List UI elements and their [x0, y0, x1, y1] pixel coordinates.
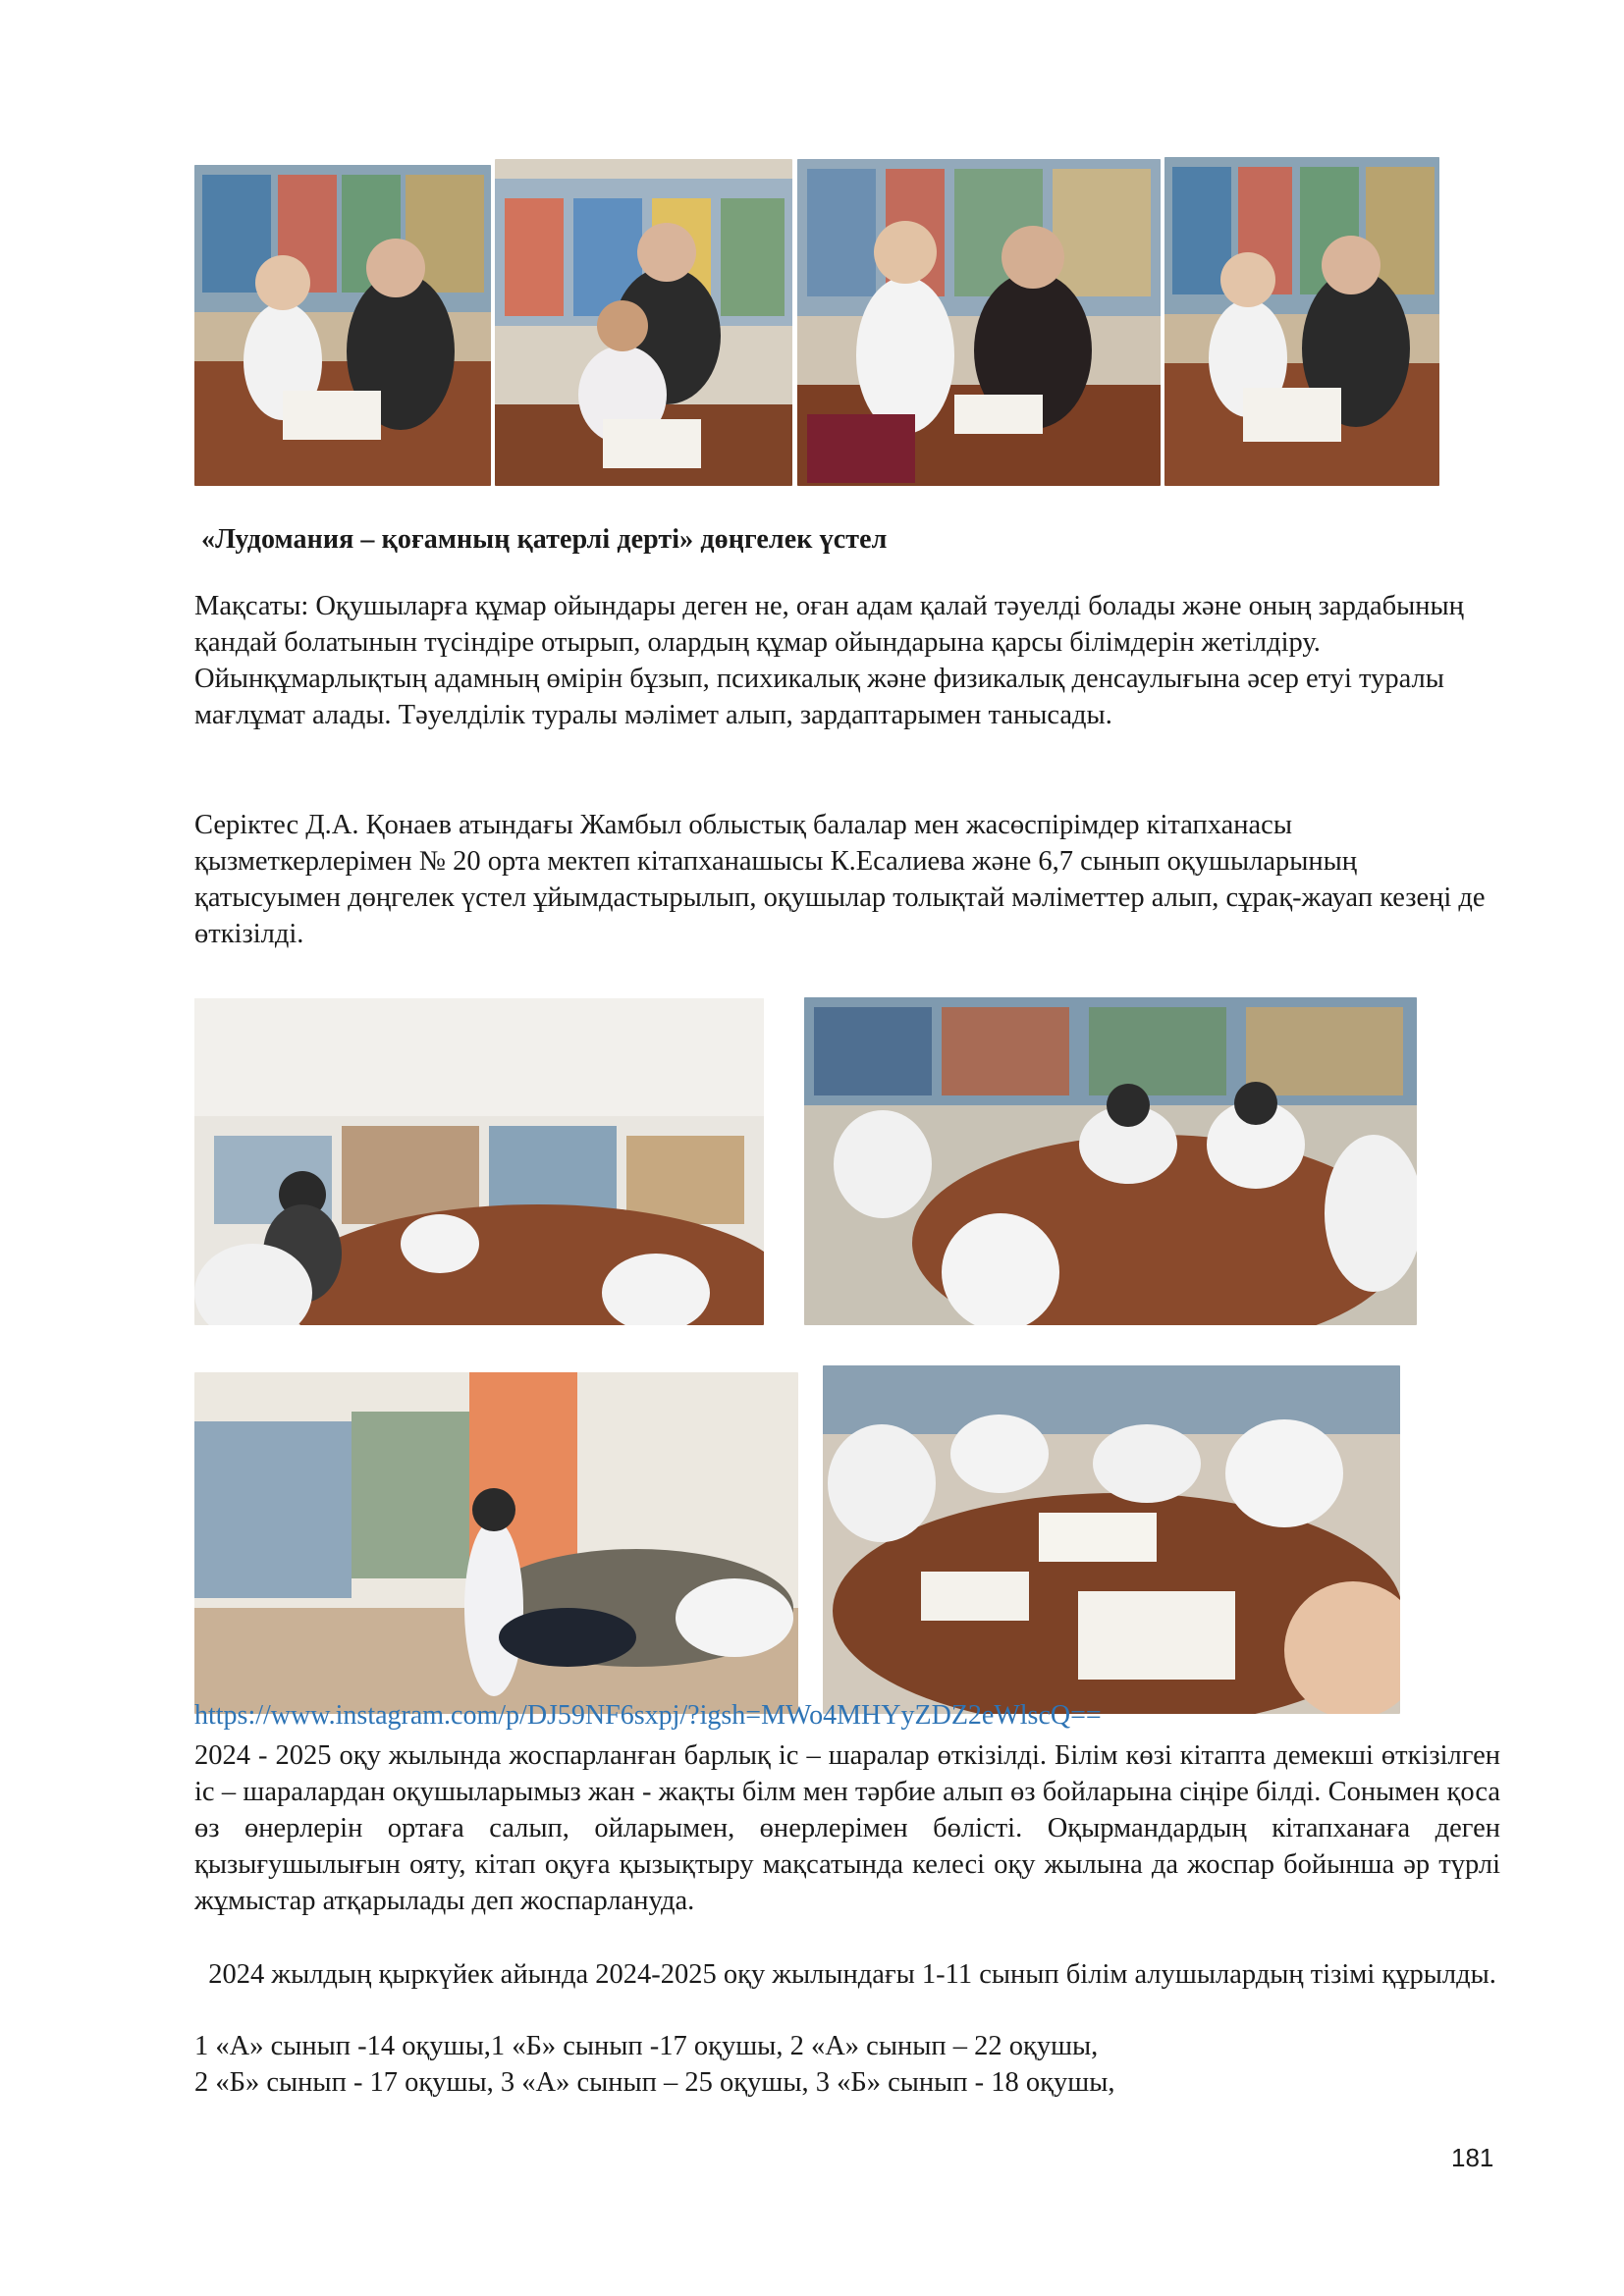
photo-girl-reading-with-librarian-2: [1164, 157, 1439, 486]
class-list-paragraph: 2024 жылдың қыркүйек айында 2024-2025 оқу жылындағы 1-11 сынып білім алушылардың тізімі құрылды.: [194, 1959, 1496, 1990]
photo-round-table-students-2: [804, 997, 1417, 1325]
section-heading: «Лудомания – қоғамның қатерлі дерті» дөңгелек үстел: [201, 524, 888, 555]
photo-girl-with-teacher-books: [797, 159, 1161, 486]
photo-students-reading-newspapers: [823, 1365, 1400, 1714]
photo-boy-reading-with-teacher: [495, 159, 792, 486]
photo-student-speaking: [194, 1372, 798, 1714]
purpose-paragraph: Мақсаты: Оқушыларға құмар ойындары деген не, оған адам қалай тәуелді болады және оның зардабының қандай болатынын түсіндіре отырып, олардың құмар ойындарына қарсы білімдерін жетілдіру. Ойынқұмарлықтың адамның өмірін бұзып, психикалық және физикалық денсаулығына әсер етуі туралы мағлұмат алады. Тәуелділік туралы мәлімет алып, зардаптарымен танысады.: [194, 591, 1464, 730]
instagram-link[interactable]: https://www.instagram.com/p/DJ59NF6sxpj/?igsh=MWo4MHYyZDZ2eWlscQ==: [194, 1700, 1102, 1731]
class-counts-line-2: 2 «Б» сынып - 17 оқушы, 3 «А» сынып – 25 оқушы, 3 «Б» сынып - 18 оқушы,: [194, 2067, 1115, 2098]
class-counts-line-1: 1 «А» сынып -14 оқушы,1 «Б» сынып -17 оқушы, 2 «А» сынып – 22 оқушы,: [194, 2031, 1099, 2061]
summary-paragraph: 2024 - 2025 оқу жылында жоспарланған барлық іс – шаралар өткізілді. Білім көзі кітапта демекші өткізілген іс – шаралардан оқушыларымыз жан - жақты білм мен тәрбие алып өз бойларына сіңіре білді. Сонымен қоса өз өнерлерін ортаға салып, ойларымен, өнерлерімен бөлісті. Оқырмандардың кітапханаға деген қызығушылығын ояту, кітап оқуға қызықтыру мақсатында келесі оқу жылына да жоспар бойынша әр түрлі жұмыстар атқарылады деп жоспарлануда.: [194, 1740, 1500, 1916]
photo-round-table-students-1: [194, 998, 764, 1325]
photo-girl-reading-with-librarian: [194, 165, 491, 486]
page-number: 181: [1451, 2143, 1494, 2172]
partner-paragraph: Серіктес Д.А. Қонаев атындағы Жамбыл облыстық балалар мен жасөспірімдер кітапханасы қызметкерлерімен № 20 орта мектеп кітапханашысы К.Есалиева және 6,7 сынып оқушыларының қатысуымен дөңгелек үстел ұйымдастырылып, оқушылар толықтай мәліметтер алып, сұрақ-жауап кезеңі де өткізілді.: [194, 810, 1486, 949]
